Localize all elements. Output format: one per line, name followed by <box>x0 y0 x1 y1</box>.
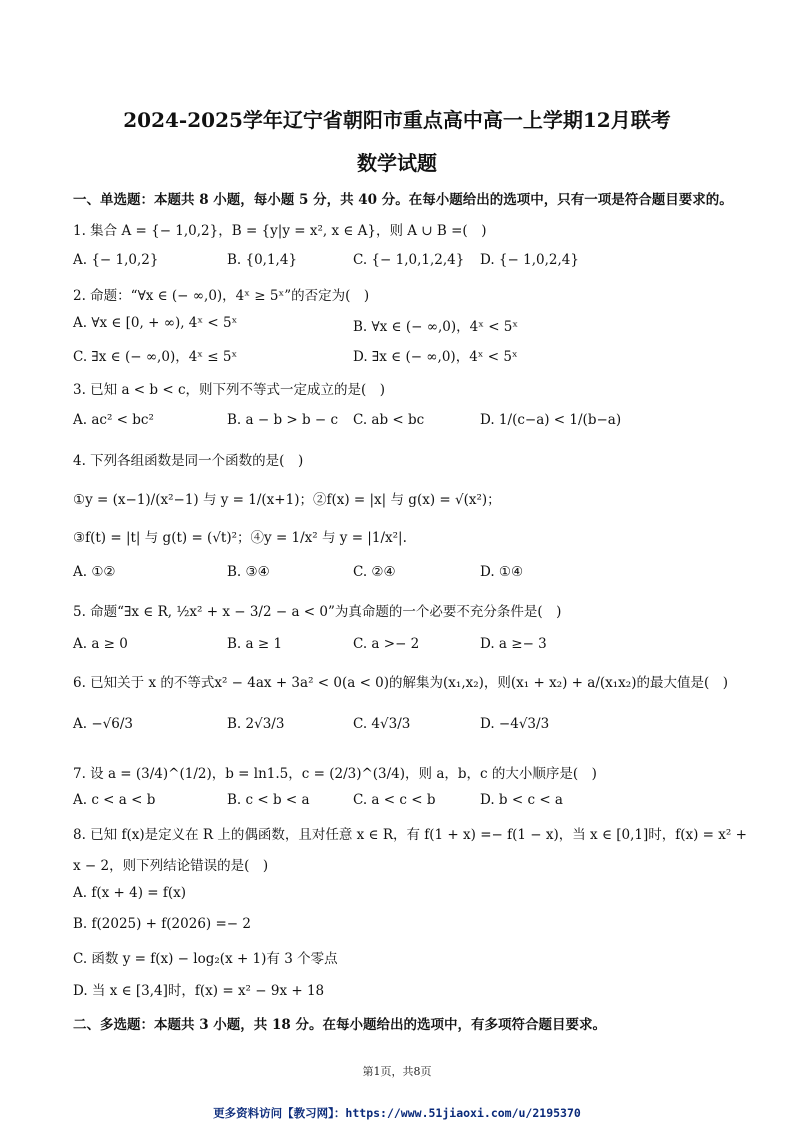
question-2-stem: 2. 命题：“∀x ∈ (− ∞,0)，4ˣ ≥ 5ˣ”的否定为( ) <box>73 288 370 304</box>
question-4-pairs-line-1: ①y = (x−1)/(x²−1) 与 y = 1/(x+1)；②f(x) = |x| 与 g(x) = √(x²)； <box>73 492 501 508</box>
question-5-option-d: D. a ≥− 3 <box>480 636 547 652</box>
question-6-option-b: B. 2√3/3 <box>227 716 285 732</box>
question-8-option-a: A. f(x + 4) = f(x) <box>73 885 186 901</box>
question-8-stem-line-2: x − 2，则下列结论错误的是( ) <box>73 858 269 874</box>
question-2-option-b: B. ∀x ∈ (− ∞,0)，4ˣ < 5ˣ <box>353 319 519 335</box>
resource-link[interactable]: 更多资料访问【教习网】：https://www.51jiaoxi.com/u/2195370 <box>213 1106 581 1120</box>
question-2-option-d: D. ∃x ∈ (− ∞,0)，4ˣ < 5ˣ <box>353 349 518 365</box>
question-5-option-c: C. a >− 2 <box>353 636 420 652</box>
question-3-option-c: C. ab < bc <box>353 412 425 428</box>
page-number-footer: 第1页，共8页 <box>362 1065 432 1078</box>
question-2-option-a: A. ∀x ∈ [0, + ∞), 4ˣ < 5ˣ <box>73 315 238 331</box>
question-2-option-c: C. ∃x ∈ (− ∞,0)，4ˣ ≤ 5ˣ <box>73 349 238 365</box>
question-3-option-d: D. 1/(c−a) < 1/(b−a) <box>480 412 622 428</box>
question-1-option-d: D. {− 1,0,2,4} <box>480 252 579 268</box>
question-4-option-c: C. ②④ <box>353 564 396 580</box>
question-3-option-b: B. a − b > b − c <box>227 412 339 428</box>
section-heading-single-choice: 一、单选题：本题共 8 小题，每小题 5 分，共 40 分。在每小题给出的选项中，只有一项是符合题目要求的。 <box>73 192 733 208</box>
question-7-option-b: B. c < b < a <box>227 792 310 808</box>
question-4-stem: 4. 下列各组函数是同一个函数的是( ) <box>73 453 304 469</box>
question-1-stem: 1. 集合 A = {− 1,0,2}，B = {y|y = x², x ∈ A}，则 A ∪ B =( ) <box>73 223 487 239</box>
question-4-option-a: A. ①② <box>73 564 116 580</box>
question-5-option-a: A. a ≥ 0 <box>73 636 128 652</box>
question-4-option-d: D. ①④ <box>480 564 524 580</box>
question-4-option-b: B. ③④ <box>227 564 270 580</box>
question-7-stem: 7. 设 a = (3/4)^(1/2)，b = ln1.5，c = (2/3)^(3/4)，则 a，b，c 的大小顺序是( ) <box>73 766 597 782</box>
question-1-option-a: A. {− 1,0,2} <box>73 252 159 268</box>
question-7-option-c: C. a < c < b <box>353 792 436 808</box>
question-6-option-d: D. −4√3/3 <box>480 716 550 732</box>
question-5-option-b: B. a ≥ 1 <box>227 636 283 652</box>
question-8-option-d: D. 当 x ∈ [3,4]时，f(x) = x² − 9x + 18 <box>73 983 325 999</box>
question-3-option-a: A. ac² < bc² <box>73 412 154 428</box>
question-6-option-c: C. 4√3/3 <box>353 716 411 732</box>
question-8-stem-line-1: 8. 已知 f(x)是定义在 R 上的偶函数，且对任意 x ∈ R，有 f(1 + x) =− f(1 − x)，当 x ∈ [0,1]时，f(x) = x² + <box>73 827 747 843</box>
question-7-option-d: D. b < c < a <box>480 792 563 808</box>
question-5-stem: 5. 命题“∃x ∈ R, ½x² + x − 3/2 − a < 0”为真命题的一个必要不充分条件是( ) <box>73 604 562 620</box>
question-6-option-a: A. −√6/3 <box>73 716 133 732</box>
question-4-pairs-line-2: ③f(t) = |t| 与 g(t) = (√t)²；④y = 1/x² 与 y = |1/x²|. <box>73 530 407 546</box>
question-1-option-b: B. {0,1,4} <box>227 252 298 268</box>
section-heading-multiple-choice: 二、多选题：本题共 3 小题，共 18 分。在每小题给出的选项中，有多项符合题目要求。 <box>73 1017 606 1033</box>
question-6-stem: 6. 已知关于 x 的不等式x² − 4ax + 3a² < 0(a < 0)的解集为(x₁,x₂)，则(x₁ + x₂) + a/(x₁x₂)的最大值是( ) <box>73 675 728 691</box>
question-3-stem: 3. 已知 a < b < c，则下列不等式一定成立的是( ) <box>73 382 386 398</box>
page-subtitle: 数学试题 <box>357 151 437 175</box>
question-7-option-a: A. c < a < b <box>73 792 156 808</box>
question-8-option-c: C. 函数 y = f(x) − log₂(x + 1)有 3 个零点 <box>73 951 338 967</box>
question-1-option-c: C. {− 1,0,1,2,4} <box>353 252 465 268</box>
question-8-option-b: B. f(2025) + f(2026) =− 2 <box>73 916 251 932</box>
page-title: 2024-2025学年辽宁省朝阳市重点高中高一上学期12月联考 <box>123 108 671 132</box>
